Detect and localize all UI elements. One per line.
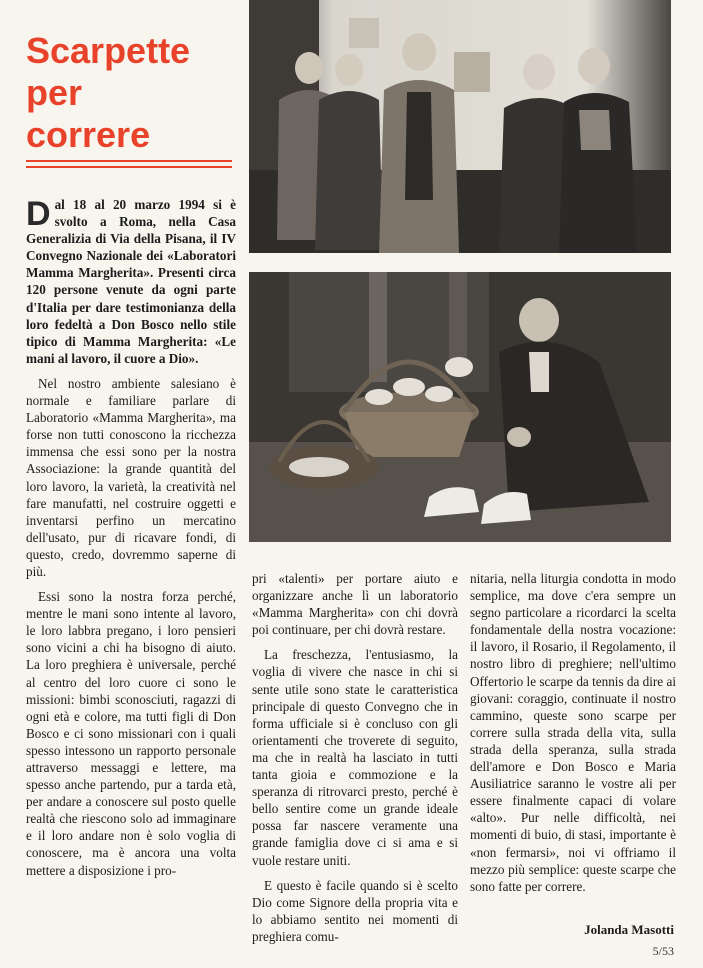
lead-text: al 18 al 20 marzo 1994 si è svolto a Roma, nella Casa Generalizia di Via della Pisana, il IV Convegno Nazionale dei «Laboratori Mamma Margherita». Presenti circa 120 persone venute da ogni parte d'Italia per dare testimonianza della loro fedeltà a Don Bosco nello stile tipico di Mamma Margherita: «Le mani al lavoro, il cuore a Dio». [26, 197, 236, 366]
paragraph: Essi sono la nostra forza perché, mentre le mani sono intente al lavoro, le loro labbra pregano, i loro pensieri sono vicini a chi ha bisogno di aiuto. La loro preghiera è universale, perché al centro del loro cuore ci sono le missioni: bimbi sconosciuti, ragazzi di ogni età e colore, ma tutti figli di Don Bosco e ci sono missionari con i quali spesso intessono un rapporto personale attraverso messaggi e lettere, ma spesso anche partendo, pur a tarda età, per andare a conoscere sul posto quelle realtà che riescono solo ad immaginare e il loro andare non è solo voglia di conoscere, ma è ancora una volta mettere a disposizione i pro- [26, 589, 236, 878]
title-line-3: correre [26, 114, 151, 155]
paragraph [26, 196, 236, 367]
paragraph: nitaria, nella liturgia condotta in modo semplice, ma dove c'era sempre un segno particolare a ricordarci la scelta fondamentale della nostra vocazione: il lavoro, il Rosario, il Regolamento, il nostro libro di preghiere; nell'ultimo Offertorio le scarpe da tennis da dire ai giovani: coraggio, continuate il nostro cammino, queste sono scarpe per correre sulla strada della vita, sulla strada della speranza, sulla strada dell'amore e Don Bosco e Maria Ausiliatrice saranno le vostre ali per essere finalmente capaci di volare «alto». Pur nelle difficoltà, nei momenti di buio, di stasi, importante è «non fermarsi», noi vi offriamo il mezzo più semplice: queste scarpe che sono fatte per correre. [470, 571, 676, 894]
photo-group-of-women [249, 0, 671, 253]
article-title [26, 30, 236, 156]
text-column-3 [470, 570, 676, 895]
title-rule-top [26, 160, 232, 162]
paragraph: E questo è facile quando si è scelto Dio come Signore della propria vita e lo abbiamo sentito nei momenti di preghiera comu- [252, 877, 458, 944]
article-author: Jolanda Masotti [584, 922, 674, 937]
paragraph: pri «talenti» per portare aiuto e organizzare anche lì un laboratorio «Mamma Margherita» con chi dovrà poi continuare, per chi dovrà restare. [252, 571, 458, 638]
photo-woman-with-basket-of-shoes [249, 272, 671, 542]
page-number: 5/53 [652, 944, 674, 958]
paragraph: La freschezza, l'entusiasmo, la voglia di vivere che nasce in chi si sente utile sono state le caratteristica principale di questo Convegno che in forma ufficiale si è concluso con gli orientamenti che troverete di seguito, ma che in realtà ha lasciato in tutti tanta gioia e commozione e la speranza di ritrovarci presto, perché è bello sentire come un grande ideale possa far nascere veramente una grande famiglia dove ci si ama e si vuole restare uniti. [252, 647, 458, 868]
paragraph: Nel nostro ambiente salesiano è normale e familiare parlare di Laboratorio «Mamma Margherita», ma forse non tutti conoscono la ricchezza immensa che essi sono per la nostra Associazione: la grande quantità del loro lavoro, la varietà, la creatività nel fare manufatti, nel costruire oggetti e inventarsi perfino un mercatino dell'usato, pur di ricavare fondi, di questo, credo, dovremmo saperne di più. [26, 375, 236, 579]
title-line-1: Scarpette [26, 30, 191, 71]
title-line-2: per [26, 72, 83, 113]
text-column-2 [252, 570, 458, 945]
drop-cap: D [26, 195, 51, 233]
title-rule-bottom [26, 166, 232, 168]
text-column-1 [26, 196, 236, 879]
